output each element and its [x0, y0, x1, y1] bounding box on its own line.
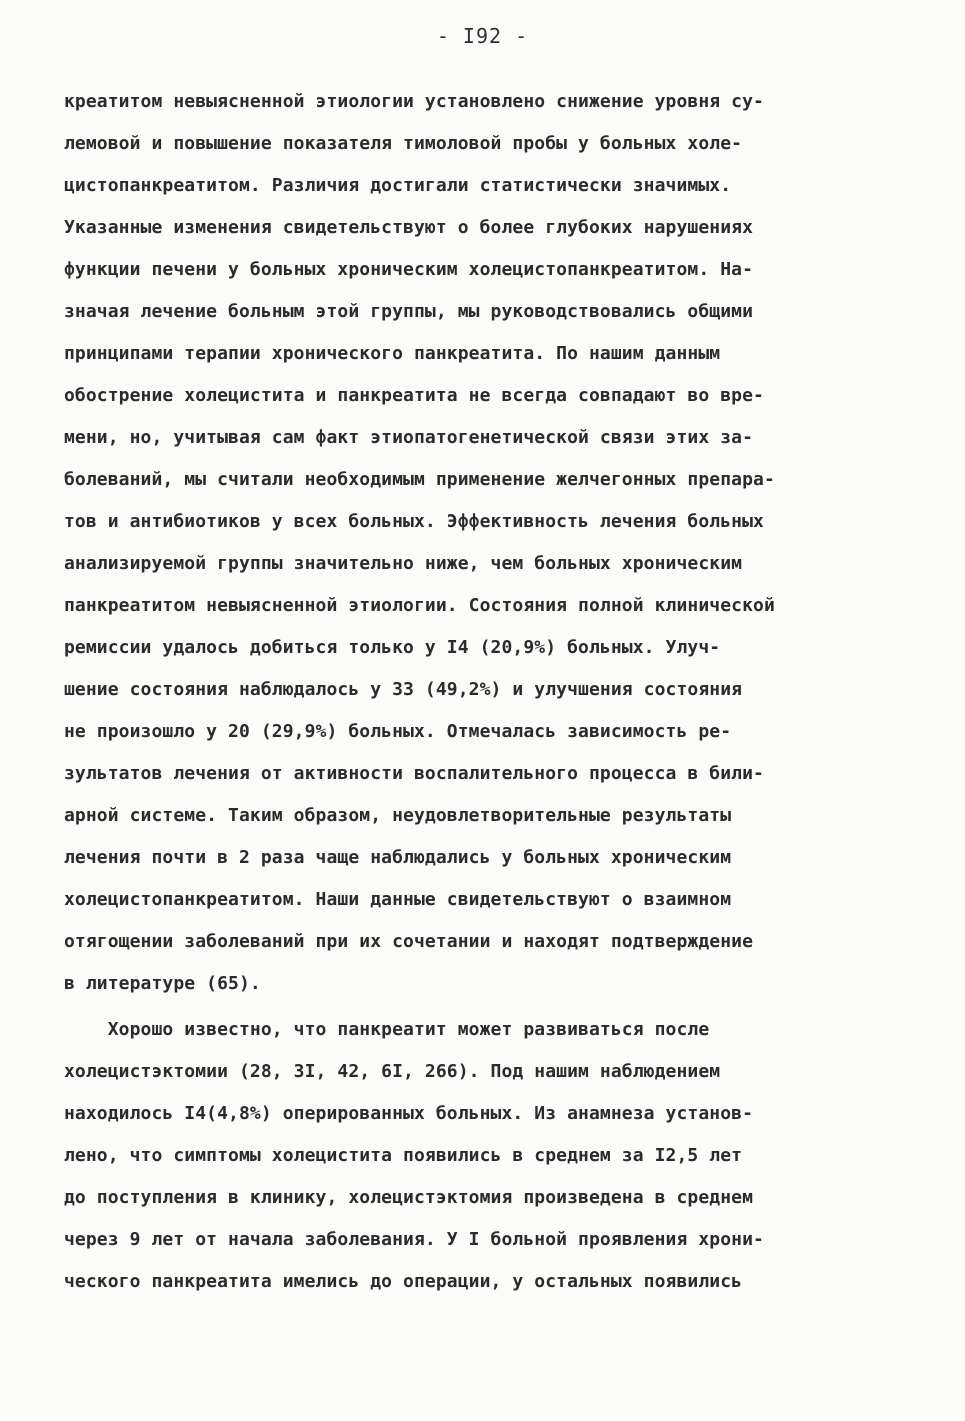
- text-line: холецистопанкреатитом. Наши данные свидетельствуют о взаимном: [64, 889, 732, 910]
- text-line: лемовой и повышение показателя тимоловой пробы у больных холе-: [64, 133, 743, 154]
- text-line: шение состояния наблюдалось у 33 (49,2%) и улучшения состояния: [64, 679, 743, 700]
- text-line: через 9 лет от начала заболевания. У I больной проявления хрони-: [64, 1229, 764, 1250]
- text-line: тов и антибиотиков у всех больных. Эффективность лечения больных: [64, 511, 764, 532]
- text-line: цистопанкреатитом. Различия достигали статистически значимых.: [64, 175, 732, 196]
- text-line: лено, что симптомы холецистита появились в среднем за I2,5 лет: [64, 1145, 743, 1166]
- page-number: - I92 -: [436, 24, 529, 48]
- text-line: Хорошо известно, что панкреатит может развиваться после: [64, 1019, 710, 1040]
- text-line: до поступления в клинику, холецистэктомия произведена в среднем: [64, 1187, 754, 1208]
- text-line: принципами терапии хронического панкреатита. По нашим данным: [64, 343, 721, 364]
- text-line: Указанные изменения свидетельствуют о более глубоких нарушениях: [64, 217, 754, 238]
- text-line: болеваний, мы считали необходимым применение желчегонных препара-: [64, 469, 775, 490]
- text-line: лечения почти в 2 раза чаще наблюдались у больных хроническим: [64, 847, 732, 868]
- text-line: мени, но, учитывая сам факт этиопатогенетической связи этих за-: [64, 427, 754, 448]
- text-line: значая лечение больным этой группы, мы руководствовались общими: [64, 301, 754, 322]
- text-line: функции печени у больных хроническим холецистопанкреатитом. На-: [64, 259, 754, 280]
- text-line: отягощении заболеваний при их сочетании и находят подтверждение: [64, 931, 754, 952]
- text-line: находилось I4(4,8%) оперированных больных. Из анамнеза установ-: [64, 1103, 754, 1124]
- text-line: панкреатитом невыясненной этиологии. Состояния полной клинической: [64, 595, 775, 616]
- text-line: зультатов лечения от активности воспалительного процесса в били-: [64, 763, 764, 784]
- text-line: арной системе. Таким образом, неудовлетворительные результаты: [64, 805, 732, 826]
- text-line: креатитом невыясненной этиологии установлено снижение уровня су-: [64, 91, 764, 112]
- text-line: анализируемой группы значительно ниже, чем больных хроническим: [64, 553, 743, 574]
- text-line: ремиссии удалось добиться только у I4 (20,9%) больных. Улуч-: [64, 637, 721, 658]
- text-line: обострение холецистита и панкреатита не всегда совпадают во вре-: [64, 385, 764, 406]
- text-line: холецистэктомии (28, 3I, 42, 6I, 266). Под нашим наблюдением: [64, 1061, 721, 1082]
- text-line: ческого панкреатита имелись до операции, у остальных появились: [64, 1271, 743, 1292]
- text-line: не произошло у 20 (29,9%) больных. Отмечалась зависимость ре-: [64, 721, 732, 742]
- text-line: в литературе (65).: [64, 973, 261, 994]
